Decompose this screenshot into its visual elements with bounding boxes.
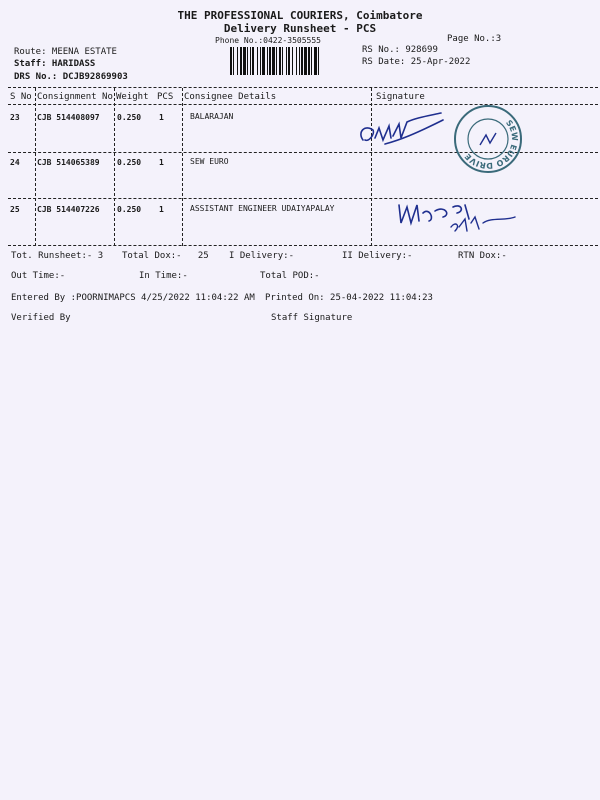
barcode-bar [304,47,307,75]
company-title: THE PROFESSIONAL COURIERS, Coimbatore [177,9,423,22]
drs-number: DRS No.: DCJB92869903 [14,72,128,82]
barcode-bar [247,47,248,75]
in-time: In Time:- [139,271,188,281]
company-stamp [452,103,524,175]
rs-number: RS No.: 928699 [362,45,438,55]
staff-signature: Staff Signature [271,313,353,323]
barcode-bar [269,47,271,75]
barcode-bar [318,47,319,75]
column-divider [35,88,36,246]
phone-number: Phone No.:0422-3505555 [215,36,321,45]
row-pcs: 1 [159,205,164,214]
printed-on: Printed On: 25-04-2022 11:04:23 [265,293,433,303]
barcode-bar [288,47,290,75]
i-delivery: I Delivery:- [229,251,295,261]
barcode-bar [257,47,258,75]
row-pcs: 1 [159,113,164,122]
barcode-bar [267,47,268,75]
row-consignee: BALARAJAN [190,112,234,121]
staff-label: Staff: HARIDASS [14,59,96,69]
row-weight: 0.250 [117,113,142,122]
row-sno: 24 [10,158,20,167]
verified-by: Verified By [11,313,71,323]
column-divider [182,88,183,246]
barcode-bar [243,47,246,75]
entered-by: Entered By :POORNIMAPCS 4/25/2022 11:04:22 AM [11,293,255,303]
barcode-bar [301,47,303,75]
header-weight: Weight [116,92,149,102]
barcode-bar [250,47,251,75]
stamp-text: SEW EURO DRIVE [463,118,520,171]
row-sno: 25 [10,205,20,214]
document-subtitle: Delivery Runsheet - PCS [223,22,377,35]
barcode-bar [272,47,275,75]
ii-delivery: II Delivery:- [342,251,413,261]
rs-date: RS Date: 25-Apr-2022 [362,57,471,67]
table-top-rule [8,87,598,88]
page-number: Page No.:3 [447,34,502,44]
barcode-bar [230,47,232,75]
row-sno: 23 [10,113,20,122]
barcode-bar [279,47,281,75]
row-consignee: ASSISTANT ENGINEER UDAIYAPALAY [190,204,335,213]
column-divider [114,88,115,246]
header-consignment: Consignment No [37,92,113,102]
header-consignee: Consignee Details [184,92,277,102]
row-weight: 0.250 [117,205,142,214]
handwritten-signature-3 [395,197,520,237]
barcode-bar [308,47,310,75]
barcode-bar [282,47,283,75]
barcode-graphic [230,47,362,75]
row-pcs: 1 [159,158,164,167]
row-consignment: CJB 514065389 [37,158,100,167]
row-consignment: CJB 514408097 [37,113,100,122]
header-sno: S No [10,92,32,102]
total-pod: Total POD:- [260,271,320,281]
barcode-bar [240,47,242,75]
barcode-bar [262,47,265,75]
barcode-bar [286,47,287,75]
total-dox: Total Dox:- 25 [122,251,209,261]
out-time: Out Time:- [11,271,66,281]
row-consignment: CJB 514407226 [37,205,100,214]
barcode-bar [276,47,277,75]
row-weight: 0.250 [117,158,142,167]
barcode-bar [292,47,293,75]
route-label: Route: MEENA ESTATE [14,47,117,57]
barcode-bar [233,47,234,75]
row-consignee: SEW EURO [190,157,229,166]
barcode-bar [252,47,254,75]
handwritten-signature-1 [355,110,450,155]
barcode-bar [296,47,297,75]
barcode-bar [237,47,238,75]
barcode-bar [311,47,312,75]
table-bottom-rule [8,245,598,246]
barcode-bar [299,47,300,75]
total-runsheet: Tot. Runsheet:- 3 [11,251,104,261]
header-pcs: PCS [157,92,174,102]
barcode-bar [260,47,261,75]
rtn-dox: RTN Dox:- [458,251,507,261]
header-signature: Signature [376,92,425,102]
barcode-bar [314,47,317,75]
